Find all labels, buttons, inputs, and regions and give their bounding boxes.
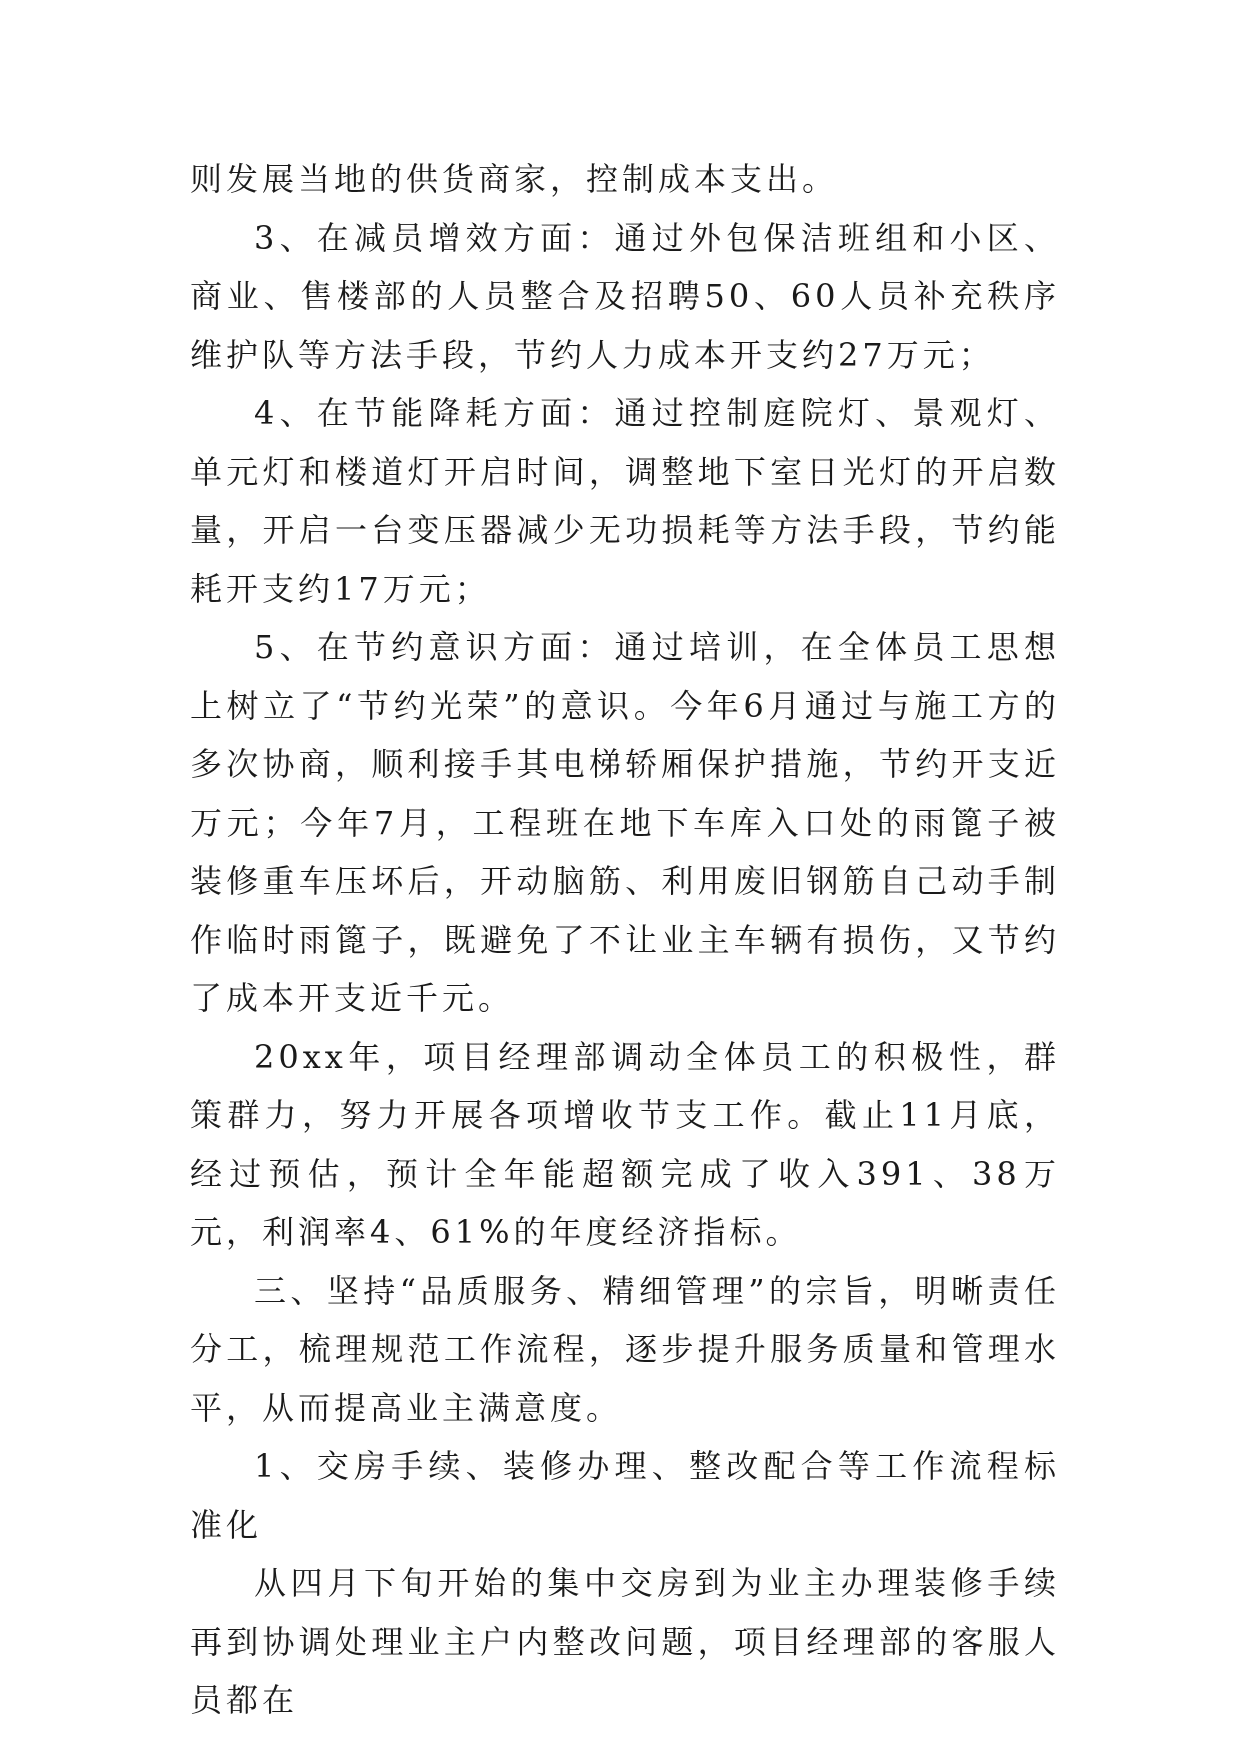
document-body — [190, 150, 1060, 1730]
paragraph-2: 3、在减员增效方面：通过外包保洁班组和小区、商业、售楼部的人员整合及招聘50、60人员补充秩序维护队等方法手段，节约人力成本开支约27万元； — [190, 218, 1060, 374]
paragraph-6: 三、坚持“品质服务、精细管理”的宗旨，明晰责任分工，梳理规范工作流程，逐步提升服务质量和管理水平，从而提高业主满意度。 — [190, 1271, 1060, 1427]
paragraph-1: 则发展当地的供货商家，控制成本支出。 — [190, 160, 839, 198]
paragraph-7: 1、交房手续、装修办理、整改配合等工作流程标准化 — [190, 1447, 1060, 1544]
paragraph-8: 从四月下旬开始的集中交房到为业主办理装修手续再到协调处理业主户内整改问题，项目经理部的客服人员都在 — [190, 1564, 1060, 1719]
paragraph-4: 5、在节约意识方面：通过培训，在全体员工思想上树立了“节约光荣”的意识。今年6月通过与施工方的多次协商，顺利接手其电梯轿厢保护措施，节约开支近万元；今年7月，工程班在地下车库入口处的雨篦子被装修重车压坏后，开动脑筋、利用废旧钢筋自己动手制作临时雨篦子，既避免了不让业主车辆有损伤，又节约了成本开支近千元。 — [190, 628, 1060, 1017]
paragraph-3: 4、在节能降耗方面：通过控制庭院灯、景观灯、单元灯和楼道灯开启时间，调整地下室日光灯的开启数量，开启一台变压器减少无功损耗等方法手段，节约能耗开支约17万元； — [190, 394, 1060, 608]
paragraph-5: 20xx年，项目经理部调动全体员工的积极性，群策群力，努力开展各项增收节支工作。截止11月底，经过预估，预计全年能超额完成了收入391、38万元，利润率4、61%的年度经济指标。 — [190, 1037, 1060, 1251]
